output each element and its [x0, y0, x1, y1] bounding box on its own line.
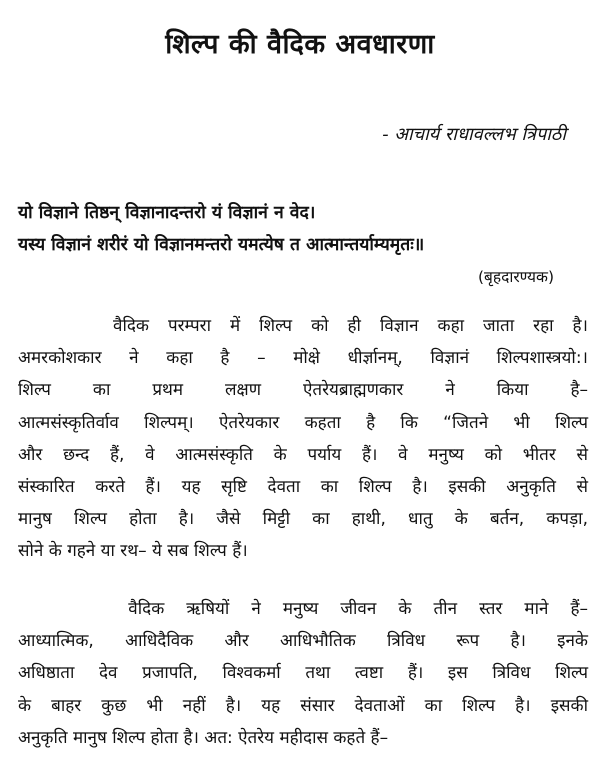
page-title: शिल्प की वैदिक अवधारणा [165, 29, 435, 60]
paragraph-line: अमरकोशकार ने कहा है – मोक्षे धीर्ज्ञानम्, विज्ञानं शिल्पशास्त्रयो:। [18, 348, 588, 369]
paragraph-line: शिल्प का प्रथम लक्षण ऐतरेयब्राह्मणकार ने किया है– [18, 380, 588, 401]
paragraph-1 [18, 310, 588, 568]
paragraph-line: और छन्द हैं, वे आत्मसंस्कृति के पर्याय हैं। वे मनुष्य को भीतर से [18, 444, 588, 465]
paragraph-line: वैदिक ऋषियों ने मनुष्य जीवन के तीन स्तर माने हैं– [18, 599, 588, 619]
paragraph-line: वैदिक परम्परा में शिल्प को ही विज्ञान कहा जाता रहा है। [18, 316, 588, 336]
paragraph-2 [18, 593, 588, 754]
paragraph-line: मानुष शिल्प होता है। जैसे मिट्टी का हाथी, धातु के बर्तन, कपड़ा, [18, 509, 588, 530]
verse-line-1: यो विज्ञाने तिष्ठन् विज्ञानादन्तरो यं विज्ञानं न वेद। [18, 203, 316, 223]
author-line: - आचार्य राधावल्लभ त्रिपाठी [382, 124, 566, 145]
paragraph-line: आत्मसंस्कृतिर्वाव शिल्पम्। ऐतरेयकार कहता है कि “जितने भी शिल्प [18, 412, 588, 433]
paragraph-line: अनुकृति मानुष शिल्प होता है। अत: ऐतरेय महीदास कहते हैं– [18, 727, 389, 748]
paragraph-line: के बाहर कुछ भी नहीं है। यह संसार देवताओं का शिल्प है। इसकी [18, 695, 588, 716]
paragraph-line: संस्कारित करते हैं। यह सृष्टि देवता का शिल्प है। इसकी अनुकृति से [18, 477, 588, 498]
verse-source: (बृहदारण्यक) [477, 268, 554, 286]
paragraph-line: आध्यात्मिक, आधिदैविक और आधिभौतिक त्रिविध रूप है। इनके [18, 631, 588, 652]
paragraph-line: अधिष्ठाता देव प्रजापति, विश्वकर्मा तथा त्वष्टा हैं। इस त्रिविध शिल्प [18, 663, 588, 684]
paragraph-line: सोने के गहने या रथ– ये सब शिल्प हैं। [18, 541, 248, 562]
verse-line-2: यस्य विज्ञानं शरीरं यो विज्ञानमन्तरो यमत्येष त आत्मान्तर्याम्यमृतः॥ [18, 235, 425, 255]
